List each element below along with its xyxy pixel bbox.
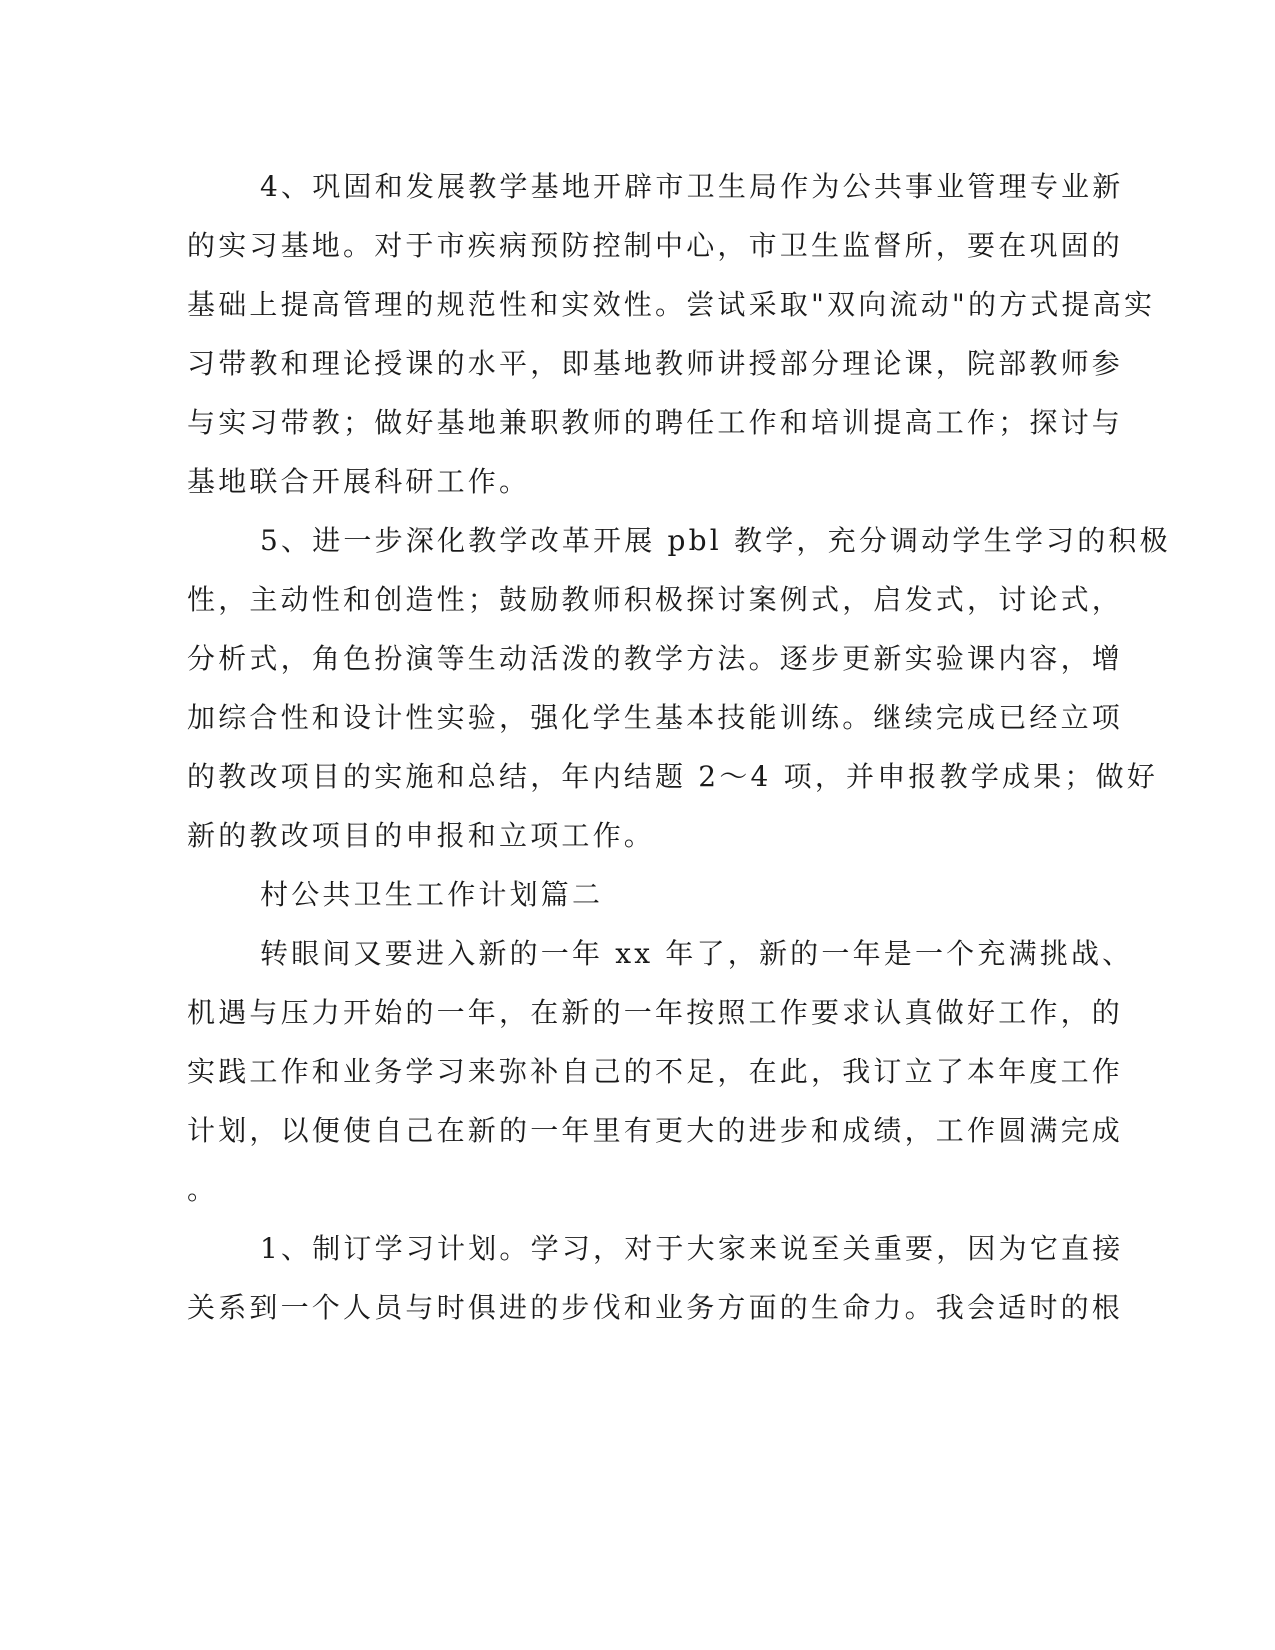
section-heading: 村公共卫生工作计划篇二: [260, 878, 604, 911]
paragraph-5-line-5: 的教改项目的实施和总结，年内结题 2～4 项，并申报教学成果；做好: [187, 760, 1159, 793]
paragraph-5-line-4: 加综合性和设计性实验，强化学生基本技能训练。继续完成已经立项: [187, 701, 1124, 734]
paragraph-5-line-6: 新的教改项目的申报和立项工作。: [187, 819, 656, 852]
paragraph-4-line-3: 基础上提高管理的规范性和实效性。尝试采取"双向流动"的方式提高实: [187, 288, 1156, 321]
paragraph-1-line-1: 1、制订学习计划。学习，对于大家来说至关重要，因为它直接: [260, 1232, 1124, 1265]
paragraph-4-line-1: 4、巩固和发展教学基地开辟市卫生局作为公共事业管理专业新: [260, 170, 1124, 203]
paragraph-5-line-2: 性，主动性和创造性；鼓励教师积极探讨案例式，启发式，讨论式，: [187, 583, 1124, 616]
paragraph-4-line-4: 习带教和理论授课的水平，即基地教师讲授部分理论课，院部教师参: [187, 347, 1124, 380]
paragraph-5-line-3: 分析式，角色扮演等生动活泼的教学方法。逐步更新实验课内容，增: [187, 642, 1124, 675]
intro-paragraph-line-3: 实践工作和业务学习来弥补自己的不足，在此，我订立了本年度工作: [187, 1055, 1124, 1088]
paragraph-4-line-6: 基地联合开展科研工作。: [187, 465, 531, 498]
intro-paragraph-line-5: 。: [187, 1173, 219, 1206]
paragraph-4-line-2: 的实习基地。对于市疾病预防控制中心，市卫生监督所，要在巩固的: [187, 229, 1124, 262]
paragraph-1-line-2: 关系到一个人员与时俱进的步伐和业务方面的生命力。我会适时的根: [187, 1291, 1124, 1324]
intro-paragraph-line-1: 转眼间又要进入新的一年 xx 年了，新的一年是一个充满挑战、: [260, 937, 1134, 970]
intro-paragraph-line-2: 机遇与压力开始的一年，在新的一年按照工作要求认真做好工作，的: [187, 996, 1124, 1029]
paragraph-5-line-1: 5、进一步深化教学改革开展 pbl 教学，充分调动学生学习的积极: [260, 524, 1171, 557]
paragraph-4-line-5: 与实习带教；做好基地兼职教师的聘任工作和培训提高工作；探讨与: [187, 406, 1124, 439]
intro-paragraph-line-4: 计划，以便使自己在新的一年里有更大的进步和成绩，工作圆满完成: [187, 1114, 1124, 1147]
